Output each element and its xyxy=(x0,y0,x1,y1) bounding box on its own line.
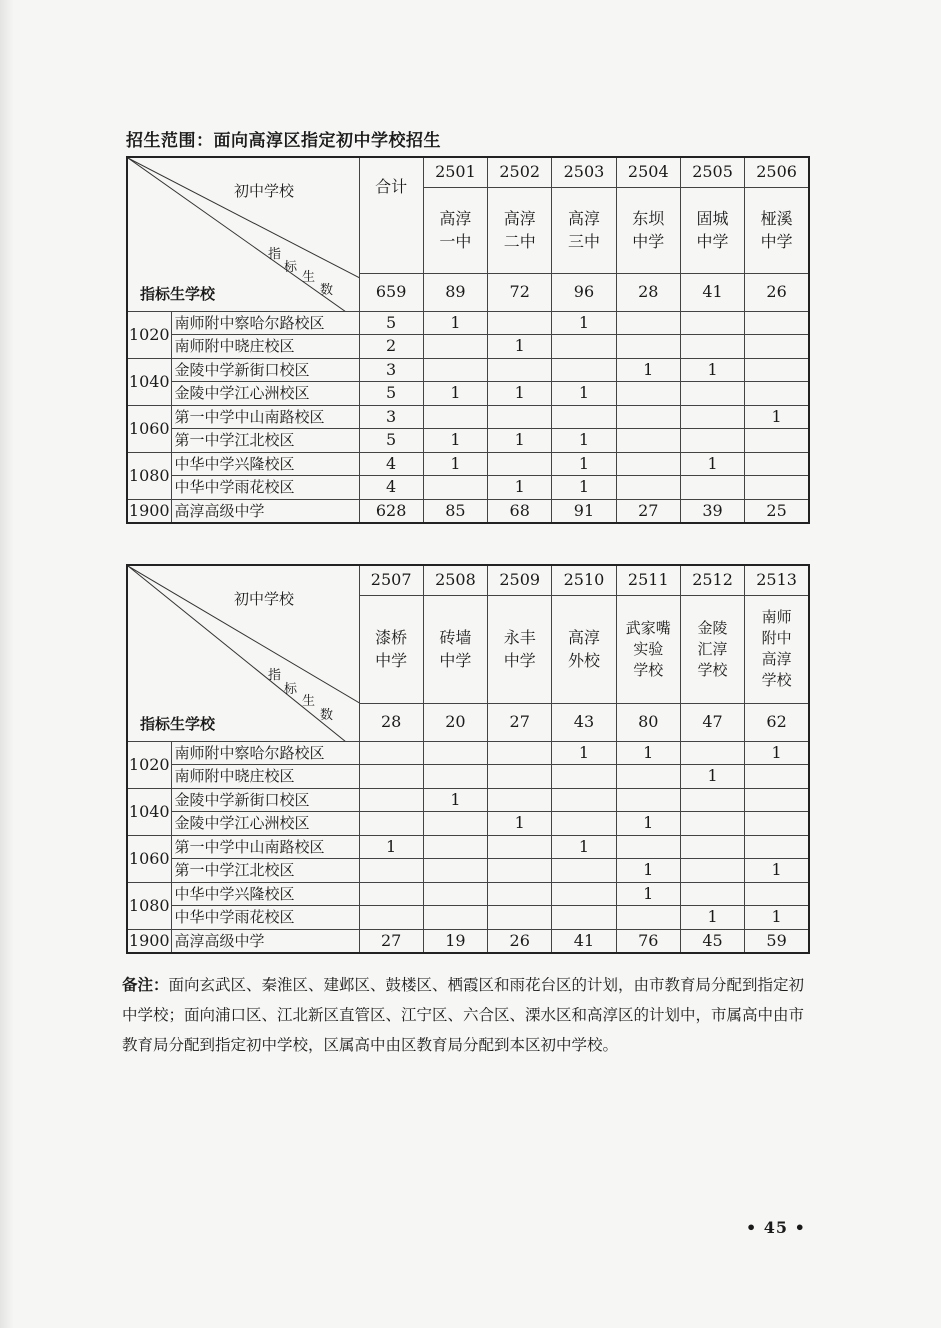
column-name-line: 二中 xyxy=(503,232,536,251)
column-code: 2507 xyxy=(359,565,423,595)
table2-grid xyxy=(126,564,810,954)
column-school-name xyxy=(488,187,552,273)
quota-cell: 27 xyxy=(616,499,680,523)
quota-cell xyxy=(616,452,680,476)
column-total: 62 xyxy=(745,703,809,741)
quota-cell xyxy=(616,476,680,500)
quota-cell: 1 xyxy=(552,382,616,406)
quota-cell: 1 xyxy=(488,812,552,836)
quota-cell: 85 xyxy=(423,499,487,523)
quota-cell xyxy=(680,835,744,859)
quota-cell xyxy=(680,476,744,500)
column-total: 96 xyxy=(552,273,616,311)
quota-school-name: 中华中学兴隆校区 xyxy=(171,882,359,906)
column-name-line: 高淳 xyxy=(567,209,600,228)
quota-cell xyxy=(552,859,616,883)
quota-cell: 1 xyxy=(745,741,809,765)
column-total: 27 xyxy=(488,703,552,741)
column-code: 2501 xyxy=(423,157,487,187)
column-name-line: 高淳 xyxy=(761,650,792,668)
quota-cell xyxy=(745,812,809,836)
header-quota-count-char: 指 xyxy=(268,668,282,683)
row-total: 4 xyxy=(359,476,423,500)
quota-school-name: 中华中学雨花校区 xyxy=(171,476,359,500)
quota-cell xyxy=(488,835,552,859)
quota-cell xyxy=(488,906,552,930)
quota-cell xyxy=(745,358,809,382)
quota-cell xyxy=(680,741,744,765)
quota-cell xyxy=(488,452,552,476)
quota-cell: 1 xyxy=(359,835,423,859)
diagonal-header-cell xyxy=(127,157,359,311)
quota-cell xyxy=(488,358,552,382)
quota-cell xyxy=(680,335,744,359)
quota-cell xyxy=(423,812,487,836)
column-name-line: 三中 xyxy=(567,232,600,251)
column-name-line: 桠溪 xyxy=(760,209,793,228)
quota-cell: 1 xyxy=(552,476,616,500)
quota-cell xyxy=(552,812,616,836)
column-name-line: 学校 xyxy=(761,671,792,689)
column-school-name xyxy=(488,595,552,703)
quota-cell xyxy=(359,812,423,836)
quota-cell: 1 xyxy=(616,741,680,765)
row-total: 5 xyxy=(359,429,423,453)
quota-school-name: 金陵中学新街口校区 xyxy=(171,358,359,382)
quota-cell: 1 xyxy=(423,452,487,476)
quota-cell xyxy=(616,835,680,859)
column-code: 2512 xyxy=(680,565,744,595)
school-code: 1900 xyxy=(127,929,171,953)
quota-cell xyxy=(745,882,809,906)
column-code: 2508 xyxy=(423,565,487,595)
quota-cell xyxy=(680,382,744,406)
header-quota-count-char: 指 xyxy=(268,247,282,262)
quota-cell xyxy=(423,906,487,930)
column-total: 72 xyxy=(488,273,552,311)
table-row xyxy=(127,335,809,359)
quota-cell xyxy=(616,311,680,335)
table-row xyxy=(127,765,809,789)
quota-cell: 1 xyxy=(680,452,744,476)
school-code: 1060 xyxy=(127,835,171,882)
column-code: 2503 xyxy=(552,157,616,187)
quota-cell: 19 xyxy=(423,929,487,953)
quota-school-name: 第一中学江北校区 xyxy=(171,429,359,453)
quota-cell: 1 xyxy=(745,906,809,930)
column-school-name xyxy=(552,595,616,703)
column-code-row xyxy=(127,565,809,595)
quota-cell xyxy=(616,906,680,930)
page-number: • 45 • xyxy=(746,1218,806,1237)
quota-cell xyxy=(488,741,552,765)
quota-cell xyxy=(423,335,487,359)
column-name-line: 中学 xyxy=(632,232,665,251)
column-code: 2509 xyxy=(488,565,552,595)
quota-cell xyxy=(423,835,487,859)
quota-cell: 1 xyxy=(745,405,809,429)
quota-cell xyxy=(359,765,423,789)
column-total: 41 xyxy=(680,273,744,311)
quota-cell: 1 xyxy=(423,429,487,453)
quota-cell xyxy=(616,429,680,453)
quota-table-1 xyxy=(126,156,808,524)
table1-grid xyxy=(126,156,810,524)
quota-cell xyxy=(423,741,487,765)
quota-cell: 1 xyxy=(552,311,616,335)
quota-cell: 1 xyxy=(680,765,744,789)
quota-school-name: 南师附中晓庄校区 xyxy=(171,765,359,789)
quota-cell: 1 xyxy=(552,429,616,453)
header-quota-school-label: 指标生学校 xyxy=(140,714,216,733)
row-total: 3 xyxy=(359,405,423,429)
column-total: 89 xyxy=(423,273,487,311)
quota-cell xyxy=(359,788,423,812)
quota-cell: 68 xyxy=(488,499,552,523)
quota-cell xyxy=(423,358,487,382)
table-row xyxy=(127,929,809,953)
quota-cell xyxy=(745,835,809,859)
column-name-line: 南师 xyxy=(761,608,792,626)
quota-school-name: 高淳高级中学 xyxy=(171,499,359,523)
quota-cell xyxy=(552,405,616,429)
column-name-line: 中学 xyxy=(696,232,729,251)
quota-school-name: 南师附中察哈尔路校区 xyxy=(171,741,359,765)
column-name-line: 东坝 xyxy=(632,209,665,228)
quota-school-name: 南师附中察哈尔路校区 xyxy=(171,311,359,335)
quota-cell: 76 xyxy=(616,929,680,953)
header-junior-school-label: 初中学校 xyxy=(234,182,295,200)
column-code: 2511 xyxy=(616,565,680,595)
column-name-line: 金陵 xyxy=(697,618,728,637)
column-name-line: 武家嘴 xyxy=(625,618,671,637)
column-total: 20 xyxy=(423,703,487,741)
row-total: 4 xyxy=(359,452,423,476)
column-name-line: 学校 xyxy=(697,660,728,679)
column-total: 47 xyxy=(680,703,744,741)
column-total: 28 xyxy=(616,273,680,311)
quota-cell xyxy=(488,882,552,906)
column-code: 2502 xyxy=(488,157,552,187)
remarks-text: 面向玄武区、秦淮区、建邺区、鼓楼区、栖霞区和雨花台区的计划，由市教育局分配到指定初中学校；面向浦口区、江北新区直管区、江宁区、六合区、溧水区和高淳区的计划中，市属高中由市教育局分配到指定初中学校，区属高中由区教育局分配到本区初中学校。 xyxy=(122,976,805,1054)
column-name-line: 中学 xyxy=(760,232,793,251)
column-school-name xyxy=(680,187,744,273)
quota-cell: 25 xyxy=(745,499,809,523)
quota-cell xyxy=(552,358,616,382)
school-code: 1900 xyxy=(127,499,171,523)
quota-cell: 1 xyxy=(552,452,616,476)
column-name-line: 汇淳 xyxy=(697,639,728,658)
header-quota-school-label: 指标生学校 xyxy=(140,284,216,303)
table-row xyxy=(127,311,809,335)
row-total: 5 xyxy=(359,311,423,335)
table-row xyxy=(127,882,809,906)
quota-cell xyxy=(423,882,487,906)
table-row xyxy=(127,859,809,883)
quota-cell: 1 xyxy=(488,429,552,453)
quota-school-name: 高淳高级中学 xyxy=(171,929,359,953)
school-code: 1080 xyxy=(127,882,171,929)
quota-cell: 1 xyxy=(745,859,809,883)
header-quota-count-char: 生 xyxy=(302,694,316,709)
quota-cell xyxy=(616,382,680,406)
quota-cell xyxy=(680,429,744,453)
quota-cell xyxy=(745,765,809,789)
quota-school-name: 南师附中晓庄校区 xyxy=(171,335,359,359)
quota-cell xyxy=(616,335,680,359)
table-row xyxy=(127,382,809,406)
header-quota-count-char: 标 xyxy=(284,260,298,275)
quota-cell xyxy=(680,882,744,906)
quota-cell xyxy=(423,765,487,789)
header-quota-count-char: 数 xyxy=(320,283,334,298)
quota-cell: 1 xyxy=(616,358,680,382)
quota-cell xyxy=(423,859,487,883)
column-school-name xyxy=(423,595,487,703)
column-code: 2510 xyxy=(552,565,616,595)
row-total: 3 xyxy=(359,358,423,382)
column-name-line: 中学 xyxy=(503,651,536,670)
school-code: 1040 xyxy=(127,788,171,835)
quota-school-name: 第一中学中山南路校区 xyxy=(171,405,359,429)
quota-table-2 xyxy=(126,564,808,954)
column-code: 2505 xyxy=(680,157,744,187)
remarks-label: 备注： xyxy=(122,976,169,994)
quota-school-name: 中华中学雨花校区 xyxy=(171,906,359,930)
quota-cell: 1 xyxy=(423,311,487,335)
column-name-line: 高淳 xyxy=(503,209,536,228)
quota-cell xyxy=(359,906,423,930)
quota-cell: 1 xyxy=(488,335,552,359)
column-name-line: 永丰 xyxy=(503,628,536,647)
column-name-line: 学校 xyxy=(633,660,664,679)
column-total: 26 xyxy=(745,273,809,311)
row-total: 2 xyxy=(359,335,423,359)
column-school-name xyxy=(680,595,744,703)
column-code: 2513 xyxy=(745,565,809,595)
column-name-line: 一中 xyxy=(439,232,472,251)
quota-cell: 41 xyxy=(552,929,616,953)
column-name-line: 中学 xyxy=(375,651,408,670)
header-junior-school-label: 初中学校 xyxy=(234,590,295,608)
diagonal-header-cell xyxy=(127,565,359,741)
quota-cell xyxy=(745,311,809,335)
column-name-line: 砖墙 xyxy=(439,628,472,647)
column-school-name xyxy=(552,187,616,273)
column-name-line: 固城 xyxy=(696,209,729,228)
table-row xyxy=(127,358,809,382)
column-name-line: 中学 xyxy=(439,651,472,670)
quota-cell xyxy=(680,405,744,429)
quota-cell: 27 xyxy=(359,929,423,953)
header-quota-count-char: 数 xyxy=(320,708,334,723)
quota-cell: 1 xyxy=(616,859,680,883)
school-code: 1080 xyxy=(127,452,171,499)
quota-cell: 39 xyxy=(680,499,744,523)
column-school-name xyxy=(745,595,809,703)
column-school-name xyxy=(359,595,423,703)
school-code: 1060 xyxy=(127,405,171,452)
column-total: 80 xyxy=(616,703,680,741)
quota-cell xyxy=(616,405,680,429)
quota-cell xyxy=(552,335,616,359)
quota-cell xyxy=(680,859,744,883)
quota-school-name: 金陵中学新街口校区 xyxy=(171,788,359,812)
header-quota-count-char: 生 xyxy=(302,270,316,285)
column-school-name xyxy=(423,187,487,273)
quota-cell: 1 xyxy=(680,906,744,930)
column-school-name xyxy=(616,187,680,273)
header-quota-count-char: 标 xyxy=(284,682,298,697)
quota-cell xyxy=(745,429,809,453)
table-row xyxy=(127,788,809,812)
quota-cell xyxy=(423,405,487,429)
column-name-line: 漆桥 xyxy=(375,628,408,647)
quota-cell xyxy=(680,788,744,812)
enrollment-scope-caption: 招生范围：面向高淳区指定初中学校招生 xyxy=(126,131,441,151)
table-row xyxy=(127,429,809,453)
quota-cell xyxy=(423,476,487,500)
quota-cell: 1 xyxy=(423,382,487,406)
page-edge xyxy=(0,0,14,1328)
header-total-label: 合计 xyxy=(359,157,423,273)
quota-cell: 1 xyxy=(488,382,552,406)
quota-cell: 1 xyxy=(423,788,487,812)
column-name-line: 附中 xyxy=(761,629,792,647)
grand-total: 659 xyxy=(359,273,423,311)
quota-cell: 1 xyxy=(616,812,680,836)
table-row xyxy=(127,741,809,765)
column-name-line: 实验 xyxy=(633,639,664,658)
table-row xyxy=(127,906,809,930)
quota-school-name: 金陵中学江心洲校区 xyxy=(171,812,359,836)
quota-school-name: 中华中学兴隆校区 xyxy=(171,452,359,476)
quota-cell: 1 xyxy=(616,882,680,906)
column-school-name xyxy=(616,595,680,703)
table-row xyxy=(127,405,809,429)
quota-cell xyxy=(359,859,423,883)
quota-cell xyxy=(488,788,552,812)
column-total: 28 xyxy=(359,703,423,741)
table-row xyxy=(127,452,809,476)
quota-cell xyxy=(488,859,552,883)
table-row xyxy=(127,812,809,836)
quota-cell xyxy=(359,741,423,765)
column-code: 2506 xyxy=(745,157,809,187)
quota-school-name: 第一中学江北校区 xyxy=(171,859,359,883)
quota-cell xyxy=(488,405,552,429)
quota-cell: 26 xyxy=(488,929,552,953)
quota-cell: 1 xyxy=(552,741,616,765)
quota-cell xyxy=(552,765,616,789)
remarks-note xyxy=(122,970,814,1060)
quota-cell xyxy=(745,476,809,500)
quota-cell xyxy=(488,765,552,789)
quota-cell: 59 xyxy=(745,929,809,953)
quota-cell: 1 xyxy=(680,358,744,382)
school-code: 1020 xyxy=(127,311,171,358)
quota-cell xyxy=(616,765,680,789)
school-code: 1020 xyxy=(127,741,171,788)
column-school-name xyxy=(745,187,809,273)
quota-cell: 1 xyxy=(552,835,616,859)
quota-cell: 45 xyxy=(680,929,744,953)
table-row xyxy=(127,476,809,500)
quota-cell: 1 xyxy=(488,476,552,500)
column-code-row xyxy=(127,157,809,187)
quota-cell xyxy=(745,335,809,359)
column-code: 2504 xyxy=(616,157,680,187)
row-total: 5 xyxy=(359,382,423,406)
quota-cell xyxy=(359,882,423,906)
quota-cell xyxy=(488,311,552,335)
quota-cell xyxy=(745,788,809,812)
quota-cell xyxy=(616,788,680,812)
school-code: 1040 xyxy=(127,358,171,405)
quota-cell xyxy=(552,882,616,906)
quota-cell xyxy=(745,452,809,476)
quota-school-name: 第一中学中山南路校区 xyxy=(171,835,359,859)
column-name-line: 外校 xyxy=(567,651,600,670)
quota-cell xyxy=(680,812,744,836)
table-row xyxy=(127,835,809,859)
quota-cell: 91 xyxy=(552,499,616,523)
quota-school-name: 金陵中学江心洲校区 xyxy=(171,382,359,406)
quota-cell xyxy=(680,311,744,335)
column-name-line: 高淳 xyxy=(567,628,600,647)
quota-cell xyxy=(745,382,809,406)
quota-cell xyxy=(552,788,616,812)
row-total: 628 xyxy=(359,499,423,523)
column-name-line: 高淳 xyxy=(439,209,472,228)
table-row xyxy=(127,499,809,523)
quota-cell xyxy=(552,906,616,930)
column-total: 43 xyxy=(552,703,616,741)
